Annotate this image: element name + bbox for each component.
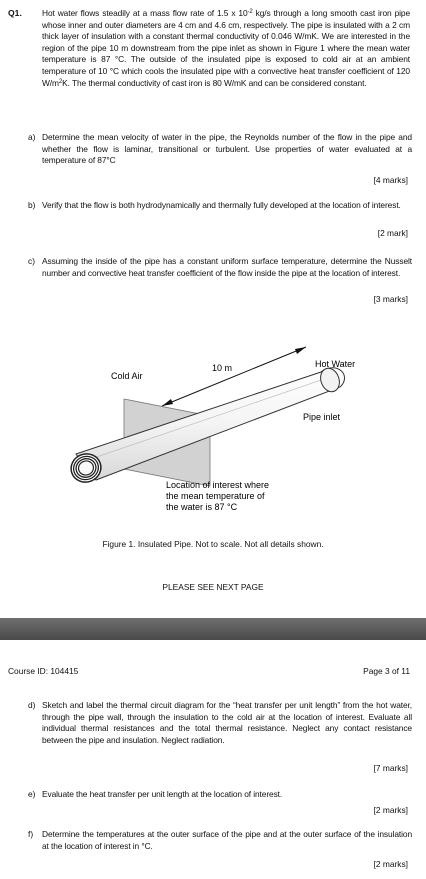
part-b-marks: [2 mark] <box>377 228 408 238</box>
insulated-pipe-figure <box>0 340 426 520</box>
part-b-label: b) <box>28 200 36 210</box>
see-next-page: PLEASE SEE NEXT PAGE <box>162 582 264 592</box>
part-d-text: Sketch and label the thermal circuit diagram for the “heat transfer per unit length” from the hot water, through the pipe wall, through the insulation to the cold air at the location of interest. Evaluate all individual thermal resistances and the total thermal resistance. Neglect any contact resistance between the pipe and insulation. Neglect radiation. <box>42 700 412 745</box>
page-separator <box>0 618 426 640</box>
part-e-label: e) <box>28 789 36 799</box>
part-e-marks: [2 marks] <box>373 805 408 815</box>
figure-caption: Figure 1. Insulated Pipe. Not to scale. Not all details shown. <box>102 539 324 549</box>
location-label-line2: the mean temperature of <box>166 491 265 501</box>
part-f-label: f) <box>28 829 34 839</box>
pipe-inlet-label: Pipe inlet <box>303 412 341 422</box>
location-label-line1: Location of interest where <box>166 480 270 490</box>
part-d-label: d) <box>28 700 36 710</box>
page-number: Page 3 of 11 <box>363 666 410 676</box>
part-a-marks: [4 marks] <box>373 175 408 185</box>
hot-water-label: Hot Water <box>315 359 356 369</box>
part-e-text: Evaluate the heat transfer per unit length at the location of interest. <box>42 789 283 799</box>
part-a-label: a) <box>28 132 36 142</box>
part-d-marks: [7 marks] <box>373 763 408 773</box>
course-id: Course ID: 104415 <box>8 666 79 676</box>
question-number: Q1. <box>8 8 22 18</box>
dimension-label: 10 m <box>212 363 233 373</box>
cold-air-label: Cold Air <box>111 371 143 381</box>
part-b-text: Verify that the flow is both hydrodynamically and thermally fully developed at the location of interest. <box>42 200 401 210</box>
part-f-text: Determine the temperatures at the outer surface of the pipe and at the outer surface of the insulation at the location of interest in °C. <box>42 829 412 851</box>
part-c-text: Assuming the inside of the pipe has a constant uniform surface temperature, determine the Nusselt number and convective heat transfer coefficient of the flow inside the pipe at the location of interest. <box>42 256 412 278</box>
location-label-line3: the water is 87 °C <box>166 502 238 512</box>
part-a-text: Determine the mean velocity of water in the pipe, the Reynolds number of the flow in the pipe and whether the flow is laminar, transitional or turbulent. Use properties of water evaluated at a temperature of 87°C <box>42 132 412 166</box>
question-text: Hot water flows steadily at a mass flow rate of 1.5 x $10^{-2}$ kg/s through a long smooth cast iron pipe whose inner and outer diameters are 4 cm and 4.6 cm, respectively. The pipe is insulated with a 2 cm thick layer of insulation with a constant thermal conductivity of 0.046 W/mK. We are interested in the region of the pipe 10 m downstream from the pipe inlet as shown in Figure 1 where the mean water temperature is 87 °C. The outside of the insulated pipe is exposed to cold air at an ambient temperature of 10 °C which cools the insulated pipe with a convective heat transfer coefficient of 120 $W/m^2K$. The thermal conductivity of cast iron is 80 W/mK and can be considered constant. <box>42 8 411 88</box>
part-f-marks: [2 marks] <box>373 859 408 869</box>
part-c-label: c) <box>28 256 35 266</box>
part-c-marks: [3 marks] <box>373 294 408 304</box>
